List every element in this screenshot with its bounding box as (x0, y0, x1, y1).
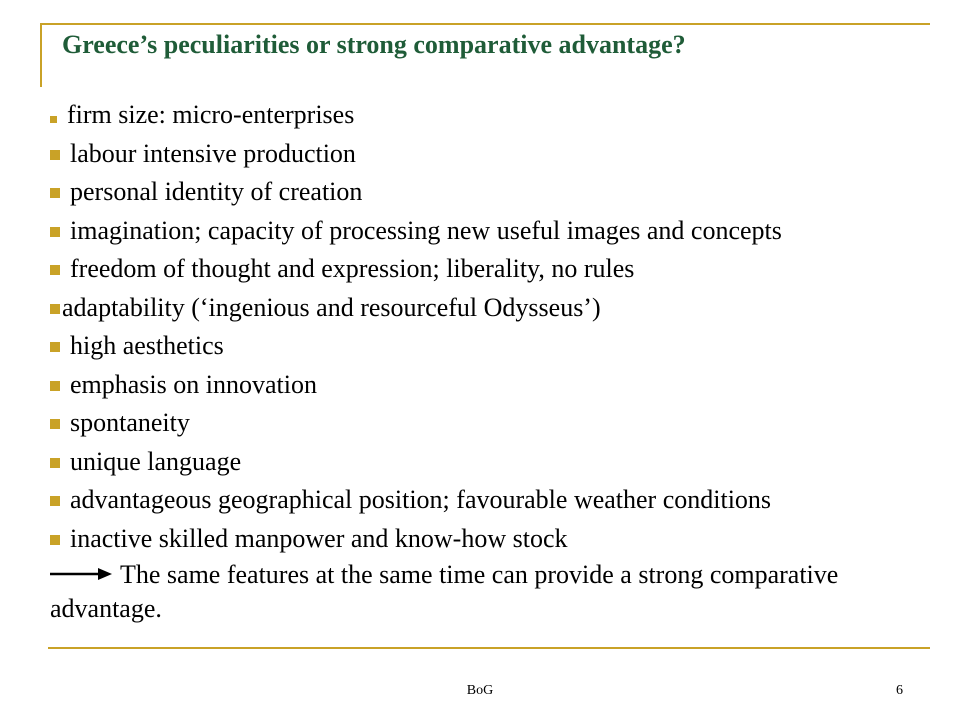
square-bullet-icon (50, 496, 60, 506)
list-item (50, 481, 930, 520)
bullet-text: spontaneity (70, 408, 190, 437)
bullet-text: firm size: micro-enterprises (67, 100, 355, 129)
square-bullet-icon (50, 381, 60, 391)
list-item (50, 404, 930, 443)
list-item (50, 135, 930, 174)
bullet-text: unique language (70, 446, 242, 476)
bullet-text: high aesthetics (70, 331, 224, 360)
list-item (50, 250, 930, 289)
bullet-text: emphasis on innovation (70, 369, 317, 399)
square-bullet-icon (50, 265, 60, 275)
bullet-text: advantageous geographical position; favourable weather conditions (70, 485, 772, 514)
square-bullet-icon (50, 116, 57, 123)
title-left-rule (40, 23, 42, 87)
list-item (50, 520, 930, 559)
page-number: 6 (896, 683, 903, 698)
square-bullet-icon (50, 458, 60, 468)
list-item (50, 212, 930, 251)
bullet-text: labour intensive production (70, 138, 356, 168)
bullet-text: adaptability (‘ingenious and resourceful Odysseus’) (62, 292, 601, 322)
list-item (50, 443, 930, 482)
list-item (50, 173, 930, 212)
right-arrow-icon (50, 567, 112, 581)
list-item (50, 366, 930, 405)
footer-rule (48, 647, 930, 649)
list-item (50, 96, 930, 135)
square-bullet-icon (50, 150, 60, 160)
bullet-text: inactive skilled manpower and know-how stock (70, 523, 568, 553)
square-bullet-icon (50, 419, 60, 429)
list-item (50, 327, 930, 366)
square-bullet-icon (50, 188, 60, 198)
bullet-text: freedom of thought and expression; liberality, no rules (70, 254, 635, 283)
square-bullet-icon (50, 304, 60, 314)
conclusion-text: The same features at the same time can provide a strong comparative advantage. (50, 560, 839, 623)
conclusion (50, 558, 930, 626)
title-top-rule (40, 23, 930, 25)
footer-label: BoG (466, 683, 494, 698)
bullet-list (50, 96, 930, 558)
slide-title: Greece’s peculiarities or strong comparative advantage? (62, 30, 686, 59)
list-item (50, 289, 930, 328)
square-bullet-icon (50, 227, 60, 237)
bullet-text: personal identity of creation (70, 177, 363, 206)
bullet-text: imagination; capacity of processing new useful images and concepts (70, 215, 782, 245)
square-bullet-icon (50, 535, 60, 545)
square-bullet-icon (50, 342, 60, 352)
